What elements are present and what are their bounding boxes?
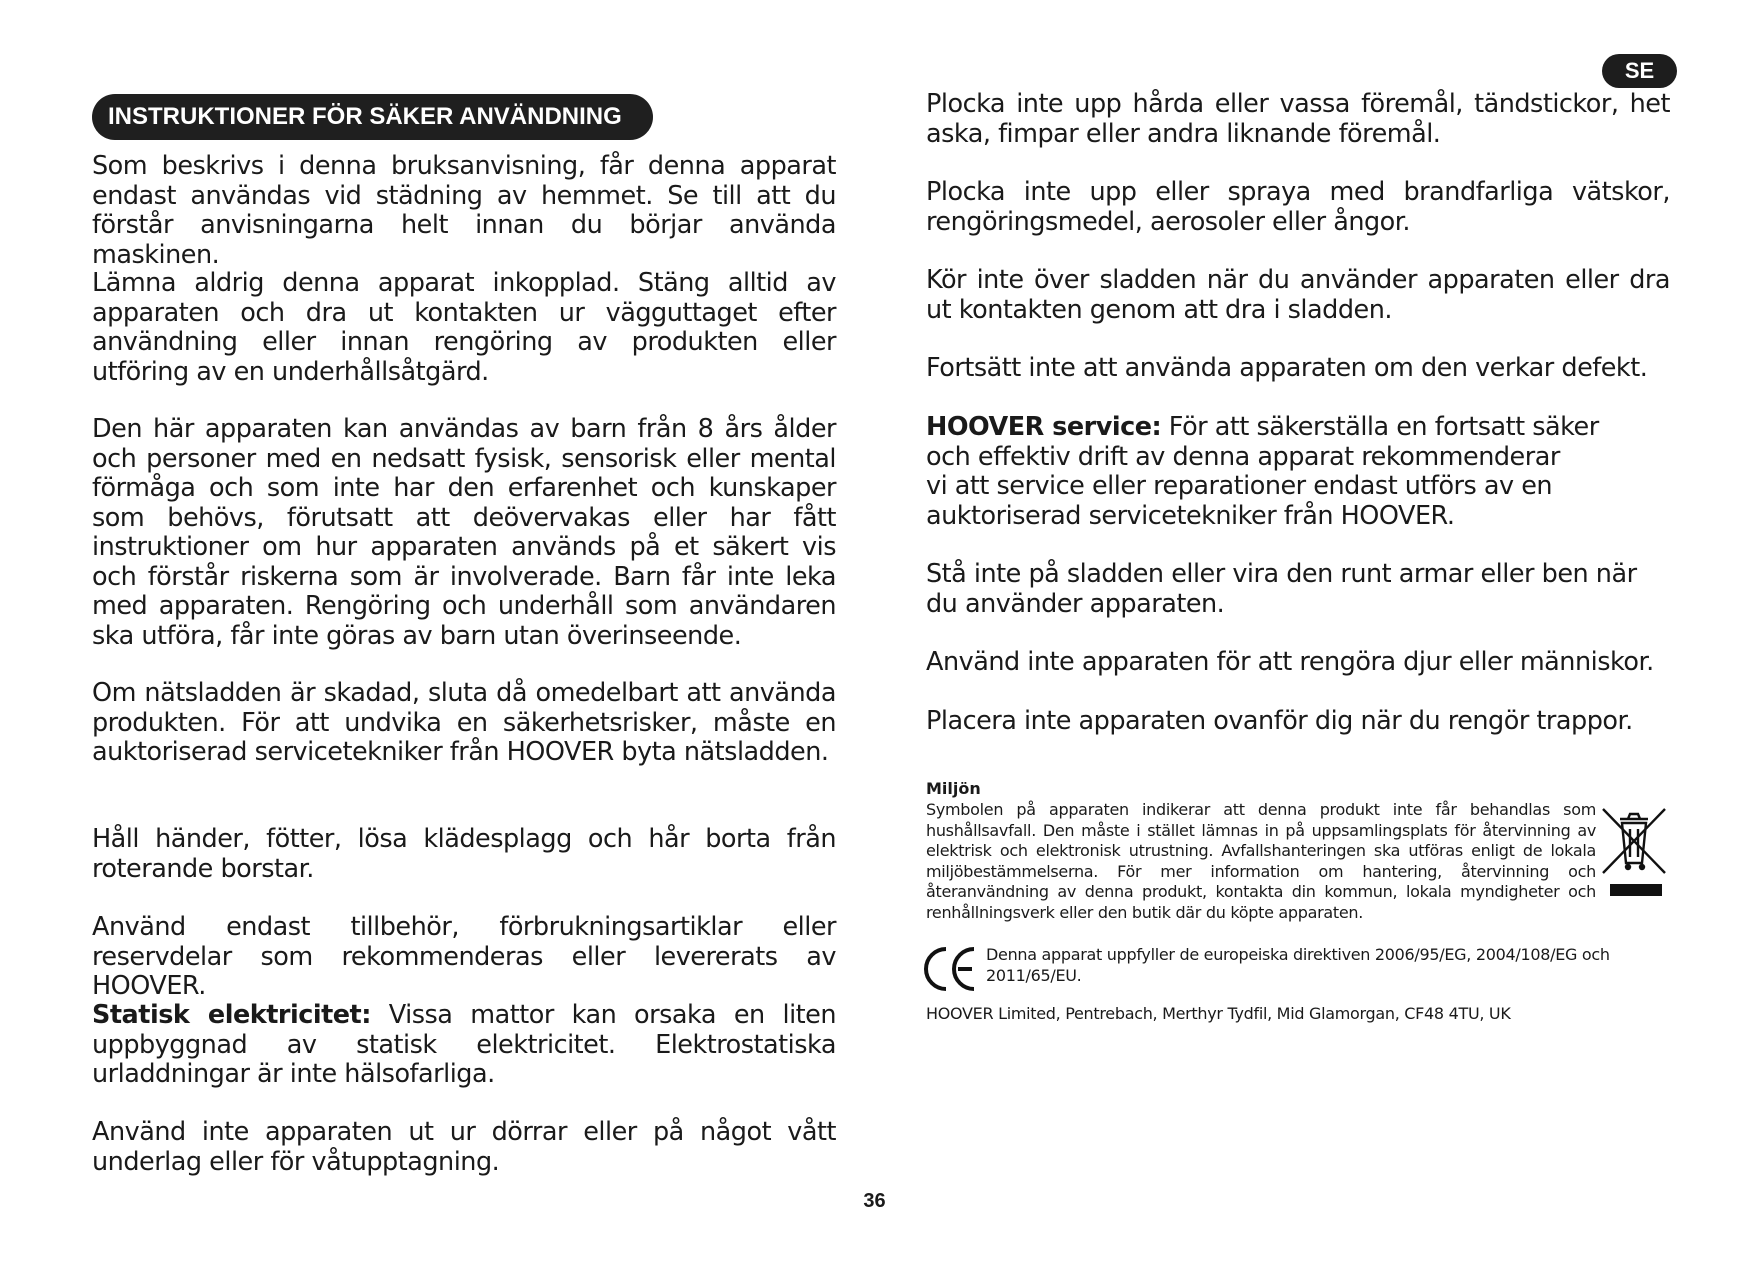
right-paragraph-2: Plocka inte upp eller spraya med brandfarliga vätskor, rengöringsmedel, aerosoler eller ångor. — [926, 177, 1670, 237]
hoover-service-line-4: auktoriserad servicetekniker från HOOVER. — [926, 500, 1455, 531]
weee-crossed-bin-icon — [1600, 805, 1668, 877]
hoover-service-label: HOOVER service: — [926, 412, 1162, 442]
compliance-text: Denna apparat uppfyller de europeiska direktiven 2006/95/EG, 2004/108/EG och 2011/65/EU. — [986, 945, 1610, 985]
right-paragraph-7: Använd inte apparaten för att rengöra djur eller människor. — [926, 647, 1654, 677]
static-electricity-label: Statisk elektricitet: — [92, 1000, 371, 1030]
page-number: 36 — [863, 1190, 886, 1212]
right-paragraph-3: Kör inte över sladden när du använder apparaten eller dra ut kontakten genom att dra i sladden. — [926, 265, 1670, 325]
hoover-service-line-3: vi att service eller reparationer endast utförs av en — [926, 471, 1553, 501]
hoover-service-line-1: För att säkerställa en fortsatt säker — [1161, 412, 1599, 442]
hoover-service-line-2: och effektiv drift av denna apparat rekommenderar — [926, 441, 1560, 472]
environment-text: Symbolen på apparaten indikerar att denna produkt inte får behandlas som hushållsavfall. Den måste i stället lämnas in på uppsamlingsplats för återvinning av elektrisk och elektronisk utrustning. Avfallshanteringen ska utföras enligt de lokala miljöbestämmelserna. För mer information om hantering, återvinning och återanvändning av denna produkt, kontakta din kommun, lokala myndigheter och renhållningsverk eller den butik där du köpte apparaten. — [926, 800, 1596, 922]
language-badge: SE — [1602, 54, 1677, 88]
left-paragraph-1: Som beskrivs i denna bruksanvisning, får denna apparat endast användas vid städning av hemmet. Se till att du förstår anvisningarna helt innan du börjar använda maskinen. — [92, 151, 836, 270]
left-paragraph-5: Håll händer, fötter, lösa klädesplagg och hår borta från roterande borstar. — [92, 824, 836, 884]
right-paragraph-1: Plocka inte upp hårda eller vassa föremål, tändstickor, het aska, fimpar eller andra liknande föremål. — [926, 89, 1670, 149]
weee-bar — [1610, 884, 1662, 896]
hoover-service-paragraph — [926, 413, 1670, 531]
manufacturer-address: HOOVER Limited, Pentrebach, Merthyr Tydfil, Mid Glamorgan, CF48 4TU, UK — [926, 1004, 1511, 1023]
static-electricity-paragraph — [92, 1001, 836, 1090]
right-paragraph-4: Fortsätt inte att använda apparaten om den verkar defekt. — [926, 353, 1648, 383]
left-paragraph-3: Den här apparaten kan användas av barn från 8 års ålder och personer med en nedsatt fysisk, sensorisk eller mental förmåga och som inte har den erfarenhet och kunskaper som behövs, förutsatt att deövervakas eller har fått instruktioner om hur apparaten används på et säkert vis och förstår riskerna som är involverade. Barn får inte leka med apparaten. Rengöring och underhåll som användaren ska utföra, får inte göras av barn utan överinseende. — [92, 414, 836, 651]
right-paragraph-8: Placera inte apparaten ovanför dig när du rengör trappor. — [926, 706, 1633, 736]
left-paragraph-8: Använd inte apparaten ut ur dörrar eller på något vått underlag eller för våtupptagning. — [92, 1117, 836, 1177]
left-paragraph-2: Lämna aldrig denna apparat inkopplad. Stäng alltid av apparaten och dra ut kontakten ur vägguttaget efter användning eller innan rengöring av produkten eller utföring av en underhållsåtgärd. — [92, 268, 836, 387]
right-paragraph-6: Stå inte på sladden eller vira den runt armar eller ben när du använder apparaten. — [926, 559, 1637, 619]
environment-title: Miljön — [926, 779, 981, 798]
left-paragraph-4: Om nätsladden är skadad, sluta då omedelbart att använda produkten. För att undvika en säkerhetsrisker, måste en auktoriserad servicetekniker från HOOVER byta nätsladden. — [92, 678, 836, 767]
left-paragraph-6: Använd endast tillbehör, förbrukningsartiklar eller reservdelar som rekommenderas eller levererats av HOOVER. — [92, 912, 836, 1001]
static-electricity-text: Vissa mattor kan orsaka en liten uppbyggnad av statisk elektricitet. Elektrostatiska urladdningar är inte hälsofarliga. — [92, 1000, 837, 1089]
ce-mark-icon — [922, 944, 978, 994]
section-heading: INSTRUKTIONER FÖR SÄKER ANVÄNDNING — [92, 94, 653, 140]
